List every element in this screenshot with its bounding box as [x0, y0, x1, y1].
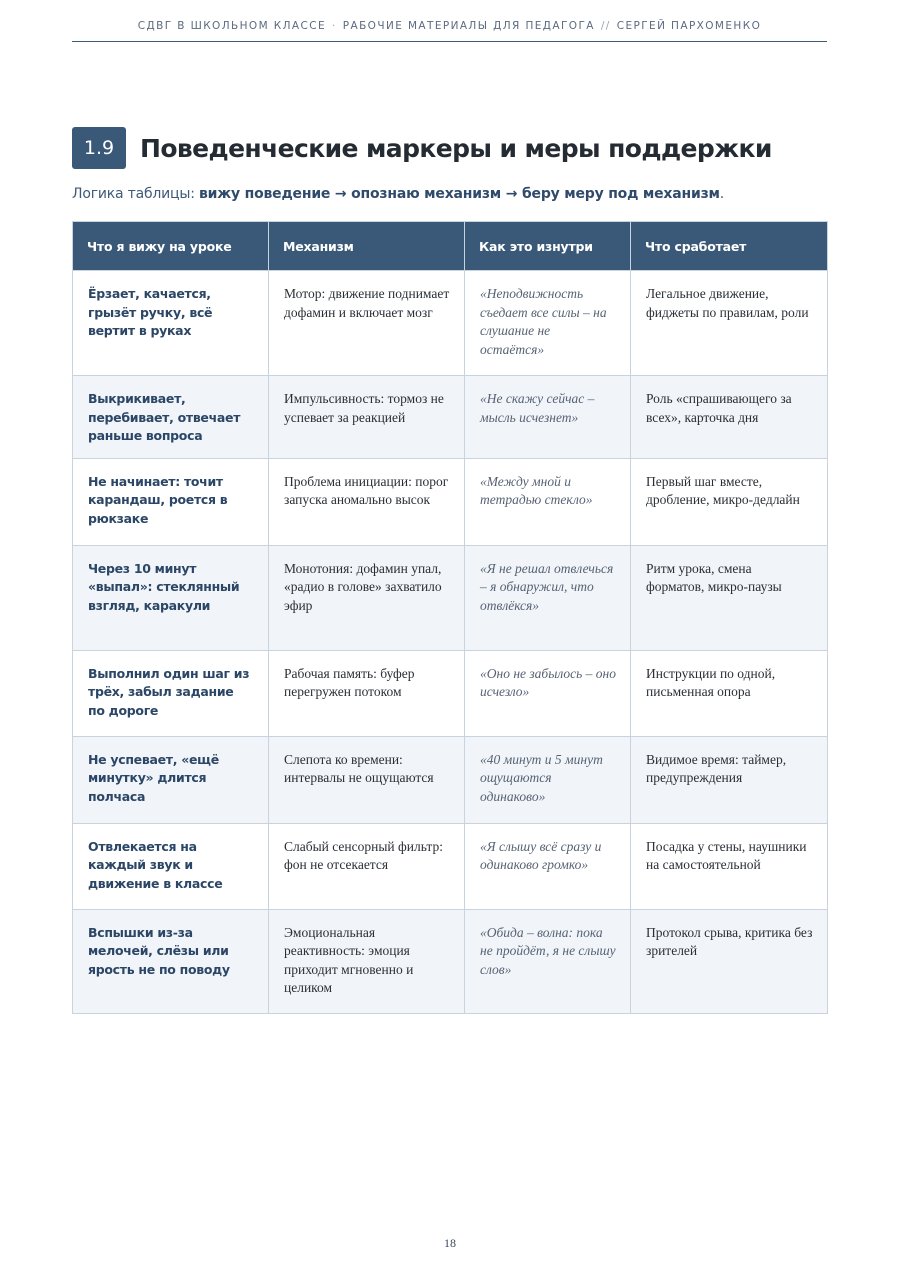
cell-works: Видимое время: таймер, предупреждения	[631, 736, 828, 823]
cell-seen: Выкрикивает, перебивает, отвечает раньше вопроса	[73, 376, 269, 459]
logic-step-identify: опознаю механизм	[351, 186, 502, 202]
running-header	[72, 20, 827, 42]
cell-seen: Вспышки из-за мелочей, слёзы или ярость не по поводу	[73, 909, 269, 1013]
table-row	[73, 909, 828, 1013]
logic-arrow: →	[501, 186, 522, 202]
cell-mechanism: Слабый сенсорный фильтр: фон не отсекается	[269, 823, 465, 909]
cell-inside: «40 минут и 5 минут ощущаются одинаково»	[465, 736, 631, 823]
cell-inside: «Не скажу сейчас – мысль исчезнет»	[465, 376, 631, 459]
cell-works: Ритм урока, смена форматов, микро-паузы	[631, 545, 828, 650]
cell-mechanism: Импульсивность: тормоз не успевает за реакцией	[269, 376, 465, 459]
cell-works: Протокол срыва, критика без зрителей	[631, 909, 828, 1013]
cell-inside: «Между мной и тетрадью стекло»	[465, 458, 631, 545]
column-header-works: Что сработает	[631, 222, 828, 271]
cell-inside: «Неподвижность съедает все силы – на слушание не остаётся»	[465, 271, 631, 376]
cell-mechanism: Проблема инициации: порог запуска аномально высок	[269, 458, 465, 545]
section-title: Поведенческие маркеры и меры поддержки	[140, 133, 772, 163]
cell-mechanism: Эмоциональная реактивность: эмоция приходит мгновенно и целиком	[269, 909, 465, 1013]
cell-works: Роль «спрашивающего за всех», карточка дня	[631, 376, 828, 459]
page-number: 18	[444, 1236, 456, 1250]
cell-seen: Не начинает: точит карандаш, роется в рюкзаке	[73, 458, 269, 545]
logic-prefix: Логика таблицы:	[72, 186, 199, 202]
cell-works: Первый шаг вместе, дробление, микро-дедлайн	[631, 458, 828, 545]
section-number-badge: 1.9	[72, 127, 126, 169]
cell-works: Легальное движение, фиджеты по правилам, роли	[631, 271, 828, 376]
cell-mechanism: Мотор: движение поднимает дофамин и включает мозг	[269, 271, 465, 376]
cell-inside: «Я слышу всё сразу и одинаково громко»	[465, 823, 631, 909]
column-header-inside: Как это изнутри	[465, 222, 631, 271]
logic-arrow: →	[330, 186, 352, 202]
cell-seen: Через 10 минут «выпал»: стеклянный взгляд, каракули	[73, 545, 269, 650]
cell-works: Инструкции по одной, письменная опора	[631, 650, 828, 736]
cell-seen: Не успевает, «ещё минутку» длится полчаса	[73, 736, 269, 823]
column-header-mechanism: Механизм	[269, 222, 465, 271]
header-subtitle: РАБОЧИЕ МАТЕРИАЛЫ ДЛЯ ПЕДАГОГА	[342, 20, 595, 32]
cell-inside: «Я не решал отвлечься – я обнаружил, что отвлёкся»	[465, 545, 631, 650]
header-separator: //	[600, 20, 611, 32]
table-header-row	[73, 222, 828, 271]
table-row	[73, 458, 828, 545]
logic-step-see: вижу поведение	[199, 186, 331, 202]
cell-works: Посадка у стены, наушники на самостоятельной	[631, 823, 828, 909]
logic-step-measure: беру меру под механизм	[521, 186, 720, 202]
behavior-markers-table	[72, 221, 828, 1014]
cell-inside: «Обида – волна: пока не пройдёт, я не слышу слов»	[465, 909, 631, 1013]
cell-mechanism: Рабочая память: буфер перегружен потоком	[269, 650, 465, 736]
column-header-seen: Что я вижу на уроке	[73, 222, 269, 271]
table-row	[73, 736, 828, 823]
cell-seen: Ёрзает, качается, грызёт ручку, всё вертит в руках	[73, 271, 269, 376]
cell-inside: «Оно не забылось – оно исчезло»	[465, 650, 631, 736]
table-row	[73, 823, 828, 909]
logic-suffix: .	[719, 186, 725, 202]
cell-seen: Выполнил один шаг из трёх, забыл задание по дороге	[73, 650, 269, 736]
table-row	[73, 376, 828, 459]
header-author: СЕРГЕЙ ПАРХОМЕНКО	[616, 20, 762, 32]
table-row	[73, 650, 828, 736]
section-heading	[72, 127, 772, 169]
cell-mechanism: Слепота ко времени: интервалы не ощущаются	[269, 736, 465, 823]
table-logic-line	[72, 186, 724, 202]
table-row	[73, 545, 828, 650]
header-separator: ·	[332, 20, 337, 32]
table-row	[73, 271, 828, 376]
cell-seen: Отвлекается на каждый звук и движение в классе	[73, 823, 269, 909]
cell-mechanism: Монотония: дофамин упал, «радио в голове» захватило эфир	[269, 545, 465, 650]
header-book-title: СДВГ В ШКОЛЬНОМ КЛАССЕ	[137, 20, 327, 32]
